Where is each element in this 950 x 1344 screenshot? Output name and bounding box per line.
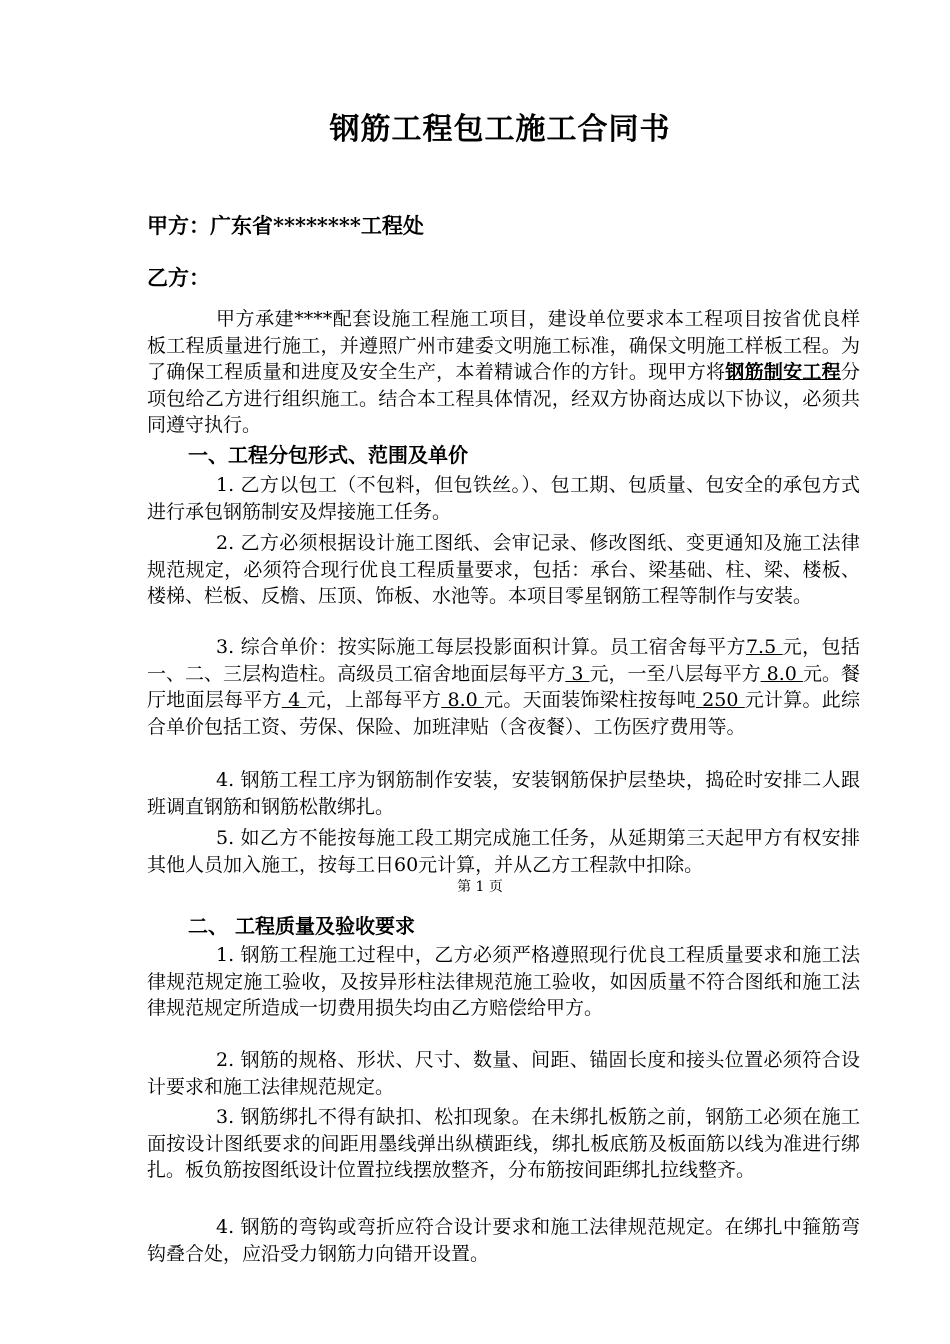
- unit-price-text-3: 元，一至八层每平方: [589, 662, 761, 685]
- unit-price-text-2: 元，包括一、二、三层构造柱。高级员工宿舍地面层每平方: [147, 636, 860, 685]
- intro-paragraph: [147, 306, 860, 439]
- unit-price-text-7: 元计算。此综合单价包括工资、劳保、保险、加班津贴（含夜餐）、工伤医疗费用等。: [147, 689, 860, 738]
- unit-price-text-4: 元。餐厅地面层每平方: [147, 662, 860, 711]
- page-number: 第 1 页: [0, 876, 950, 896]
- unit-price-value-4: 4: [281, 689, 307, 711]
- party-a: 甲方：广东省********工程处: [147, 213, 424, 238]
- section-2-heading: 二、 工程质量及验收要求: [188, 914, 415, 938]
- unit-price-value-6: 250: [695, 689, 745, 711]
- unit-price-value-5: 8.0: [441, 689, 485, 711]
- intro-text-1: 甲方承建****配套设施工程施工项目，建设单位要求本工程项目按省优良样板工程质量进行施工，并遵照广州市建委文明施工标准，确保文明施工样板工程。为了确保工程质量和进度及安全生产，本着精诚合作的方针。现甲方将: [147, 308, 860, 383]
- section-2-item-1: 1. 钢筋工程施工过程中，乙方必须严格遵照现行优良工程质量要求和施工法律规范规定施工验收，及按异形柱法律规范施工验收，如因质量不符合图纸和施工法律规范规定所造成一切费用损失均由乙方赔偿给甲方。: [147, 944, 860, 1019]
- unit-price-value-1: 7.5: [745, 636, 783, 658]
- unit-price-value-2: 3: [565, 662, 590, 685]
- section-1-item-3: [147, 634, 860, 740]
- section-2-item-2: 2. 钢筋的规格、形状、尺寸、数量、间距、锚固长度和接头位置必须符合设计要求和施工法律规范规定。: [147, 1049, 860, 1098]
- intro-bold-term: 钢筋制安工程: [725, 361, 841, 383]
- section-1-item-5: 5. 如乙方不能按每施工段工期完成施工任务，从延期第三天起甲方有权安排其他人员加入施工，按每工日60元计算，并从乙方工程款中扣除。: [147, 827, 860, 876]
- unit-price-text-5: 元，上部每平方: [306, 689, 442, 711]
- section-1-heading: 一、工程分包形式、范围及单价: [188, 443, 468, 467]
- section-2-item-3: 3. 钢筋绑扎不得有缺扣、松扣现象。在未绑扎板筋之前，钢筋工必须在施工面按设计图纸要求的间距用墨线弹出纵横距线，绑扎板底筋及板面筋以线为准进行绑扎。板负筋按图纸设计位置拉线摆放整齐，分布筋按间距绑扎拉线整齐。: [147, 1106, 860, 1181]
- document-title: 钢筋工程包工施工合同书: [329, 112, 671, 147]
- unit-price-text-6: 元。天面装饰梁柱按每吨: [484, 689, 696, 711]
- unit-price-text-1: 3. 综合单价：按实际施工每层投影面积计算。员工宿舍每平方: [216, 636, 746, 658]
- section-1-item-4: 4. 钢筋工程工序为钢筋制作安装，安装钢筋保护层垫块，捣砼时安排二人跟班调直钢筋和钢筋松散绑扎。: [147, 769, 860, 818]
- party-b: 乙方：: [147, 265, 210, 290]
- section-1-item-2: 2. 乙方必须根据设计施工图纸、会审记录、修改图纸、变更通知及施工法律规范规定，必须符合现行优良工程质量要求，包括：承台、梁基础、柱、梁、楼板、楼梯、栏板、反檐、压顶、饰板、水池等。本项目零星钢筋工程等制作与安装。: [147, 532, 860, 607]
- unit-price-value-3: 8.0: [760, 662, 803, 685]
- section-2-item-4: 4. 钢筋的弯钩或弯折应符合设计要求和施工法律规范规定。在绑扎中箍筋弯钩叠合处，应沿受力钢筋力向错开设置。: [147, 1216, 860, 1265]
- section-1-item-1: 1. 乙方以包工（不包料，但包铁丝。）、包工期、包质量、包安全的承包方式进行承包钢筋制安及焊接施工任务。: [147, 474, 860, 523]
- intro-text-2: 分项包给乙方进行组织施工。结合本工程具体情况，经双方协商达成以下协议，必须共同遵守执行。: [147, 361, 860, 436]
